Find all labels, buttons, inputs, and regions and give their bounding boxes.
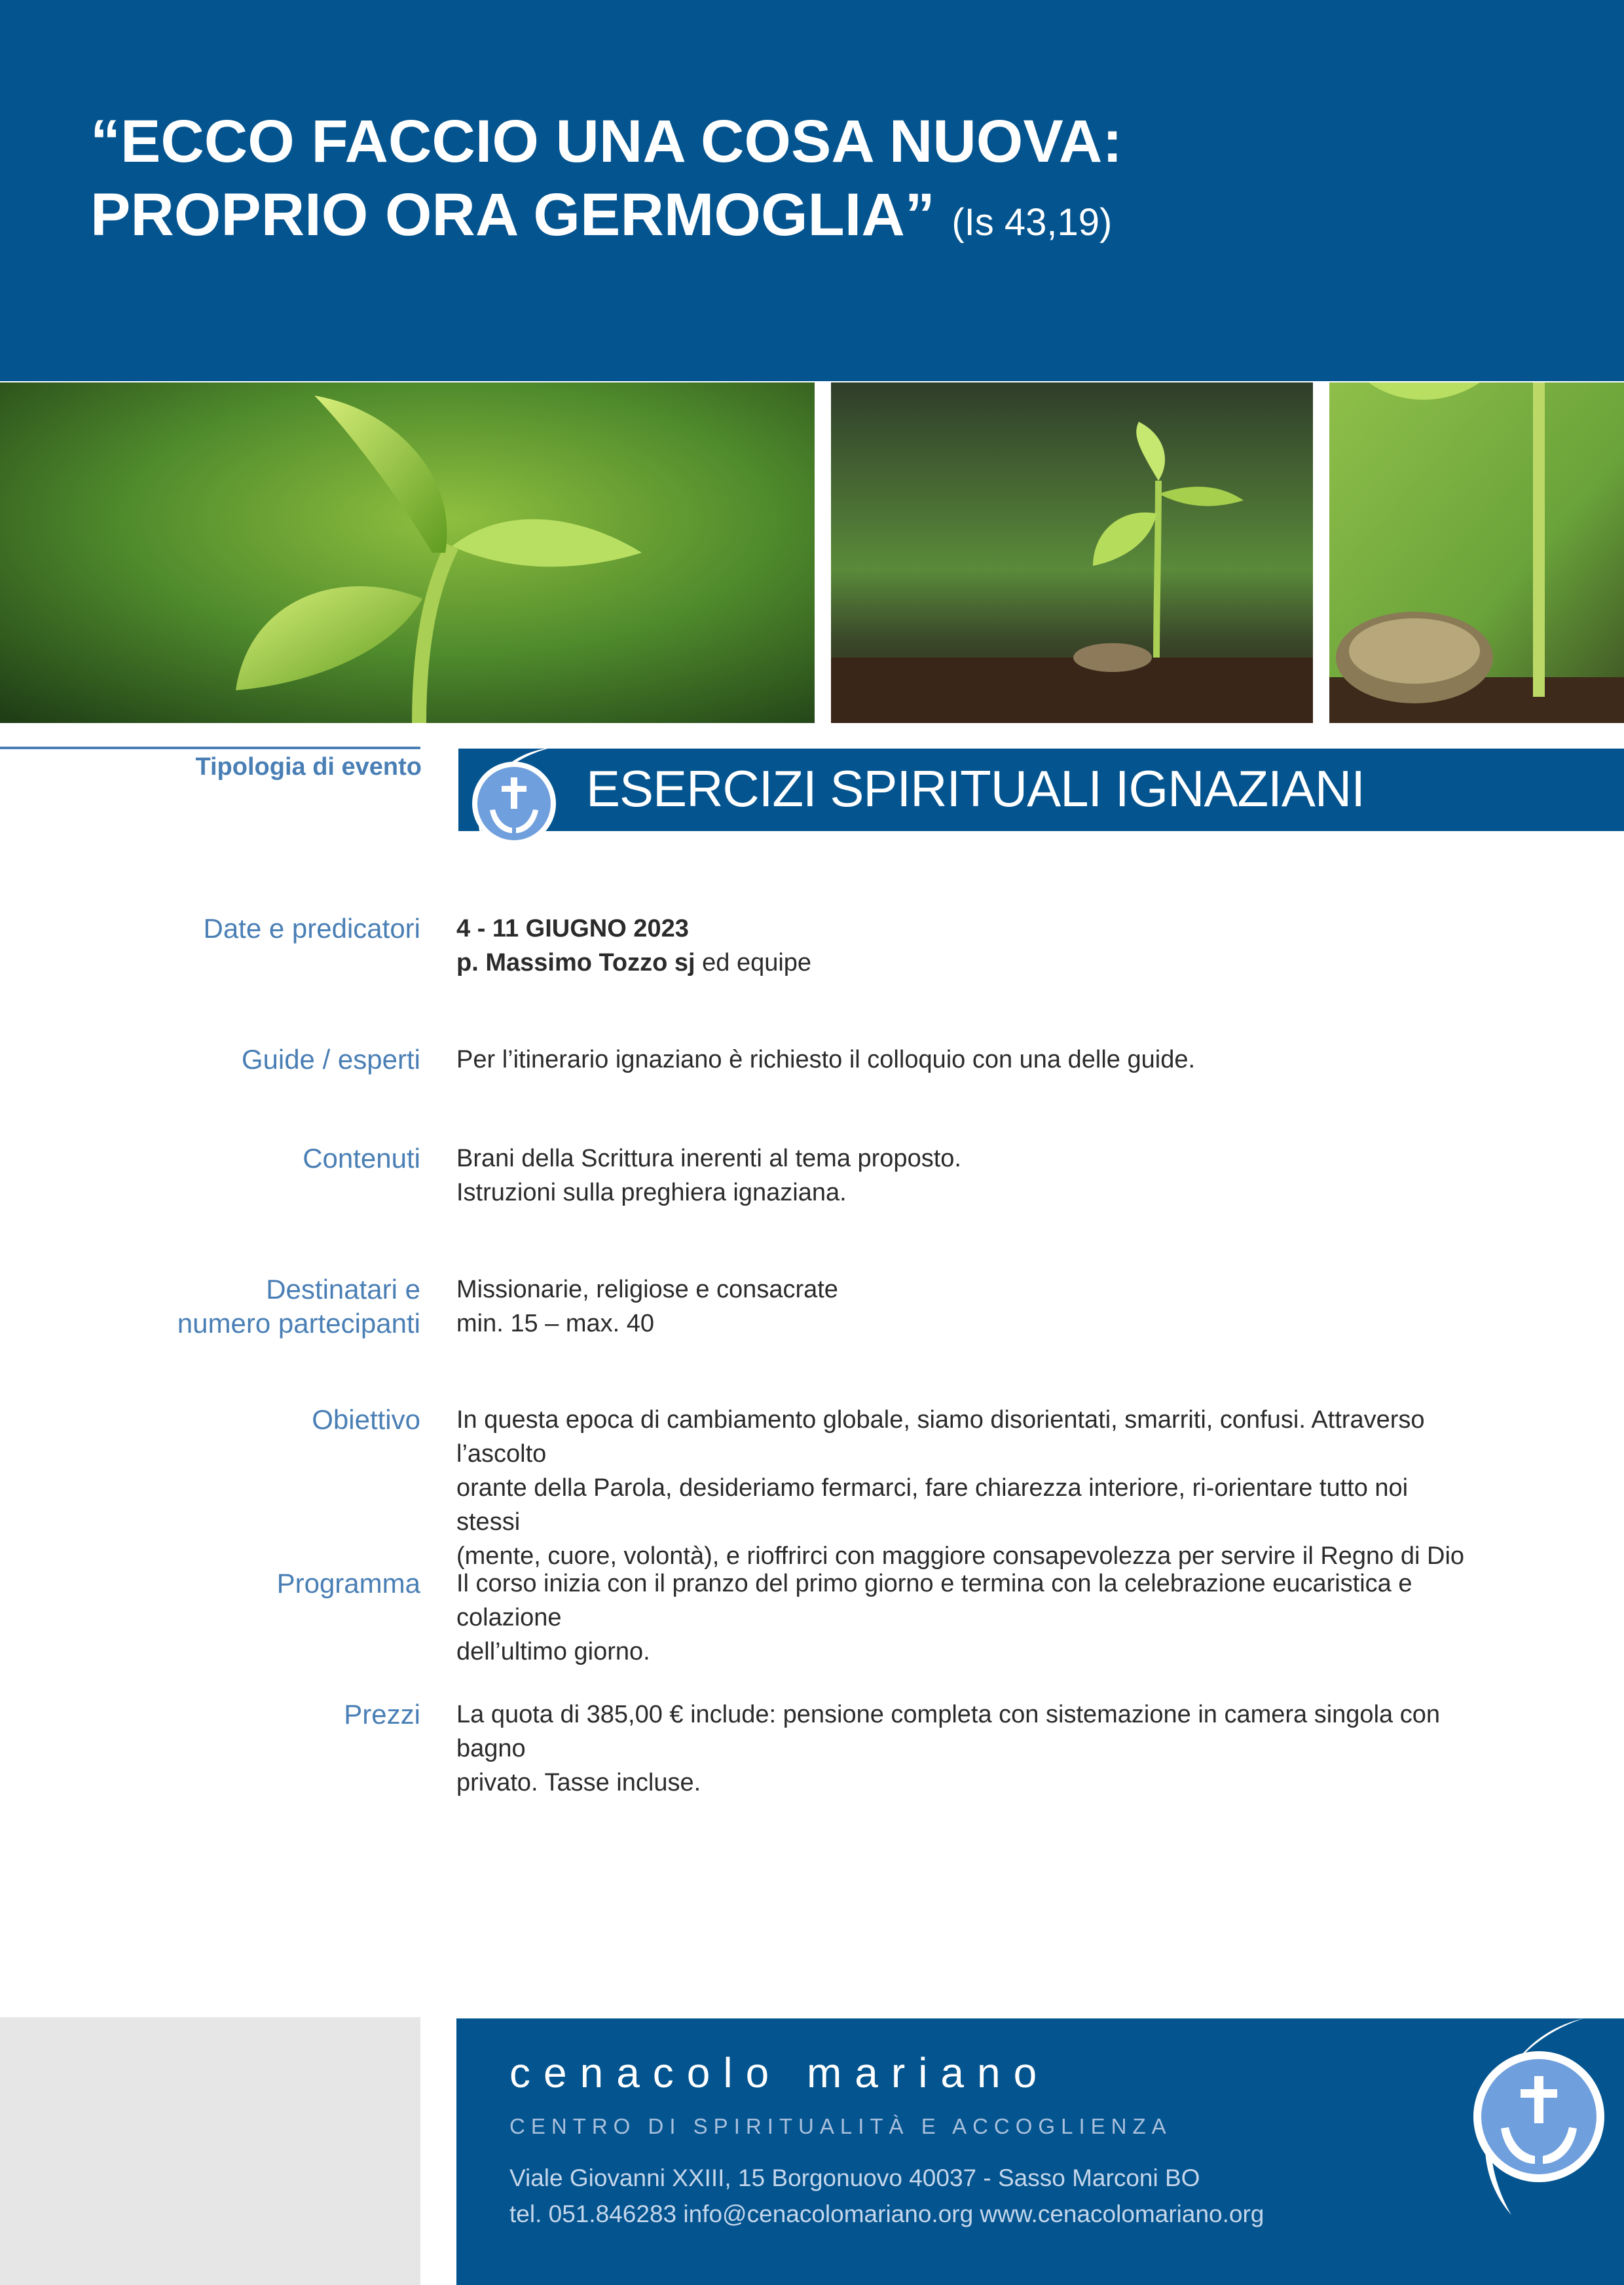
seedling-close-up-image (0, 382, 815, 723)
cross-hands-logo-icon (452, 741, 576, 866)
audience-label (177, 1273, 420, 1341)
prices-value (456, 1698, 1478, 1800)
objective-line-3: (mente, cuore, volontà), e rioffrirci con maggiore consapevolezza per servire il Regno di Dio (456, 1542, 1465, 1570)
guides-text: Per l’itinerario ignaziano è richiesto il colloquio con una delle guide. (456, 1046, 1196, 1073)
contents-label: Contenuti (303, 1143, 420, 1174)
prices-label: Prezzi (344, 1699, 420, 1730)
footer-tagline: CENTRO DI SPIRITUALITÀ E ACCOGLIENZA (509, 2114, 1172, 2138)
section-divider (0, 747, 420, 749)
header-banner (0, 0, 1624, 381)
program-value (456, 1567, 1478, 1669)
dates-label: Date e predicatori (203, 913, 420, 944)
program-line-2: dell’ultimo giorno. (456, 1638, 650, 1665)
dates-value (456, 912, 1478, 980)
objective-value (456, 1403, 1478, 1573)
footer-address: Viale Giovanni XXIII, 15 Borgonuovo 40037 - Sasso Marconi BO (509, 2164, 1200, 2191)
title-line-2-text: PROPRIO ORA GERMOGLIA” (90, 181, 935, 248)
objective-label: Obiettivo (312, 1404, 420, 1435)
audience-value (456, 1273, 1478, 1341)
program-label: Programma (276, 1568, 420, 1599)
footer-gray-panel (0, 2017, 420, 2285)
photo-strip (0, 382, 1624, 723)
preacher-line (456, 946, 1478, 980)
page-title (90, 105, 1531, 259)
contents-line-1: Brani della Scrittura inerenti al tema proposto. (456, 1145, 961, 1172)
program-line-1: Il corso inizia con il pranzo del primo giorno e termina con la celebrazione eucaristica e colazione (456, 1570, 1412, 1631)
audience-line-1: Missionarie, religiose e consacrate (456, 1276, 838, 1303)
footer-contacts: tel. 051.846283 info@cenacolomariano.org www.cenacolomariano.org (509, 2201, 1264, 2227)
seedling-photo-1 (0, 382, 815, 723)
title-line-2 (90, 178, 1531, 259)
preacher-name: p. Massimo Tozzo sj (456, 949, 695, 976)
contents-value (456, 1142, 1478, 1210)
seedling-photo-3 (1329, 382, 1624, 723)
title-line-1: “ECCO FACCIO UNA COSA NUOVA: (90, 108, 1122, 175)
scripture-reference: (Is 43,19) (951, 201, 1113, 244)
event-title: ESERCIZI SPIRITUALI IGNAZIANI (586, 760, 1365, 817)
seedling-in-soil-image (831, 382, 1313, 723)
audience-label-line-2: numero partecipanti (177, 1308, 420, 1339)
audience-line-2: min. 15 – max. 40 (456, 1310, 655, 1337)
seedling-photo-2 (831, 382, 1313, 723)
guides-label: Guide / esperti (241, 1044, 420, 1075)
footer-brand: cenacolo mariano (509, 2049, 1050, 2096)
seedling-stem-image (1329, 382, 1624, 723)
cross-hands-logo-icon (1420, 2018, 1624, 2223)
preacher-suffix: ed equipe (695, 949, 812, 976)
event-type-label: Tipologia di evento (195, 753, 422, 781)
audience-label-line-1: Destinatari e (266, 1274, 420, 1305)
event-date: 4 - 11 GIUGNO 2023 (456, 915, 689, 942)
contents-line-2: Istruzioni sulla preghiera ignaziana. (456, 1179, 847, 1206)
prices-line-2: privato. Tasse incluse. (456, 1769, 701, 1796)
prices-line-1: La quota di 385,00 € include: pensione completa con sistemazione in camera singola con bagno (456, 1701, 1440, 1762)
objective-line-2: orante della Parola, desideriamo fermarci, fare chiarezza interiore, ri-orientare tutto noi stessi (456, 1474, 1409, 1536)
objective-line-1: In questa epoca di cambiamento globale, siamo disorientati, smarriti, confusi. Attraverso l’ascolto (456, 1406, 1425, 1468)
